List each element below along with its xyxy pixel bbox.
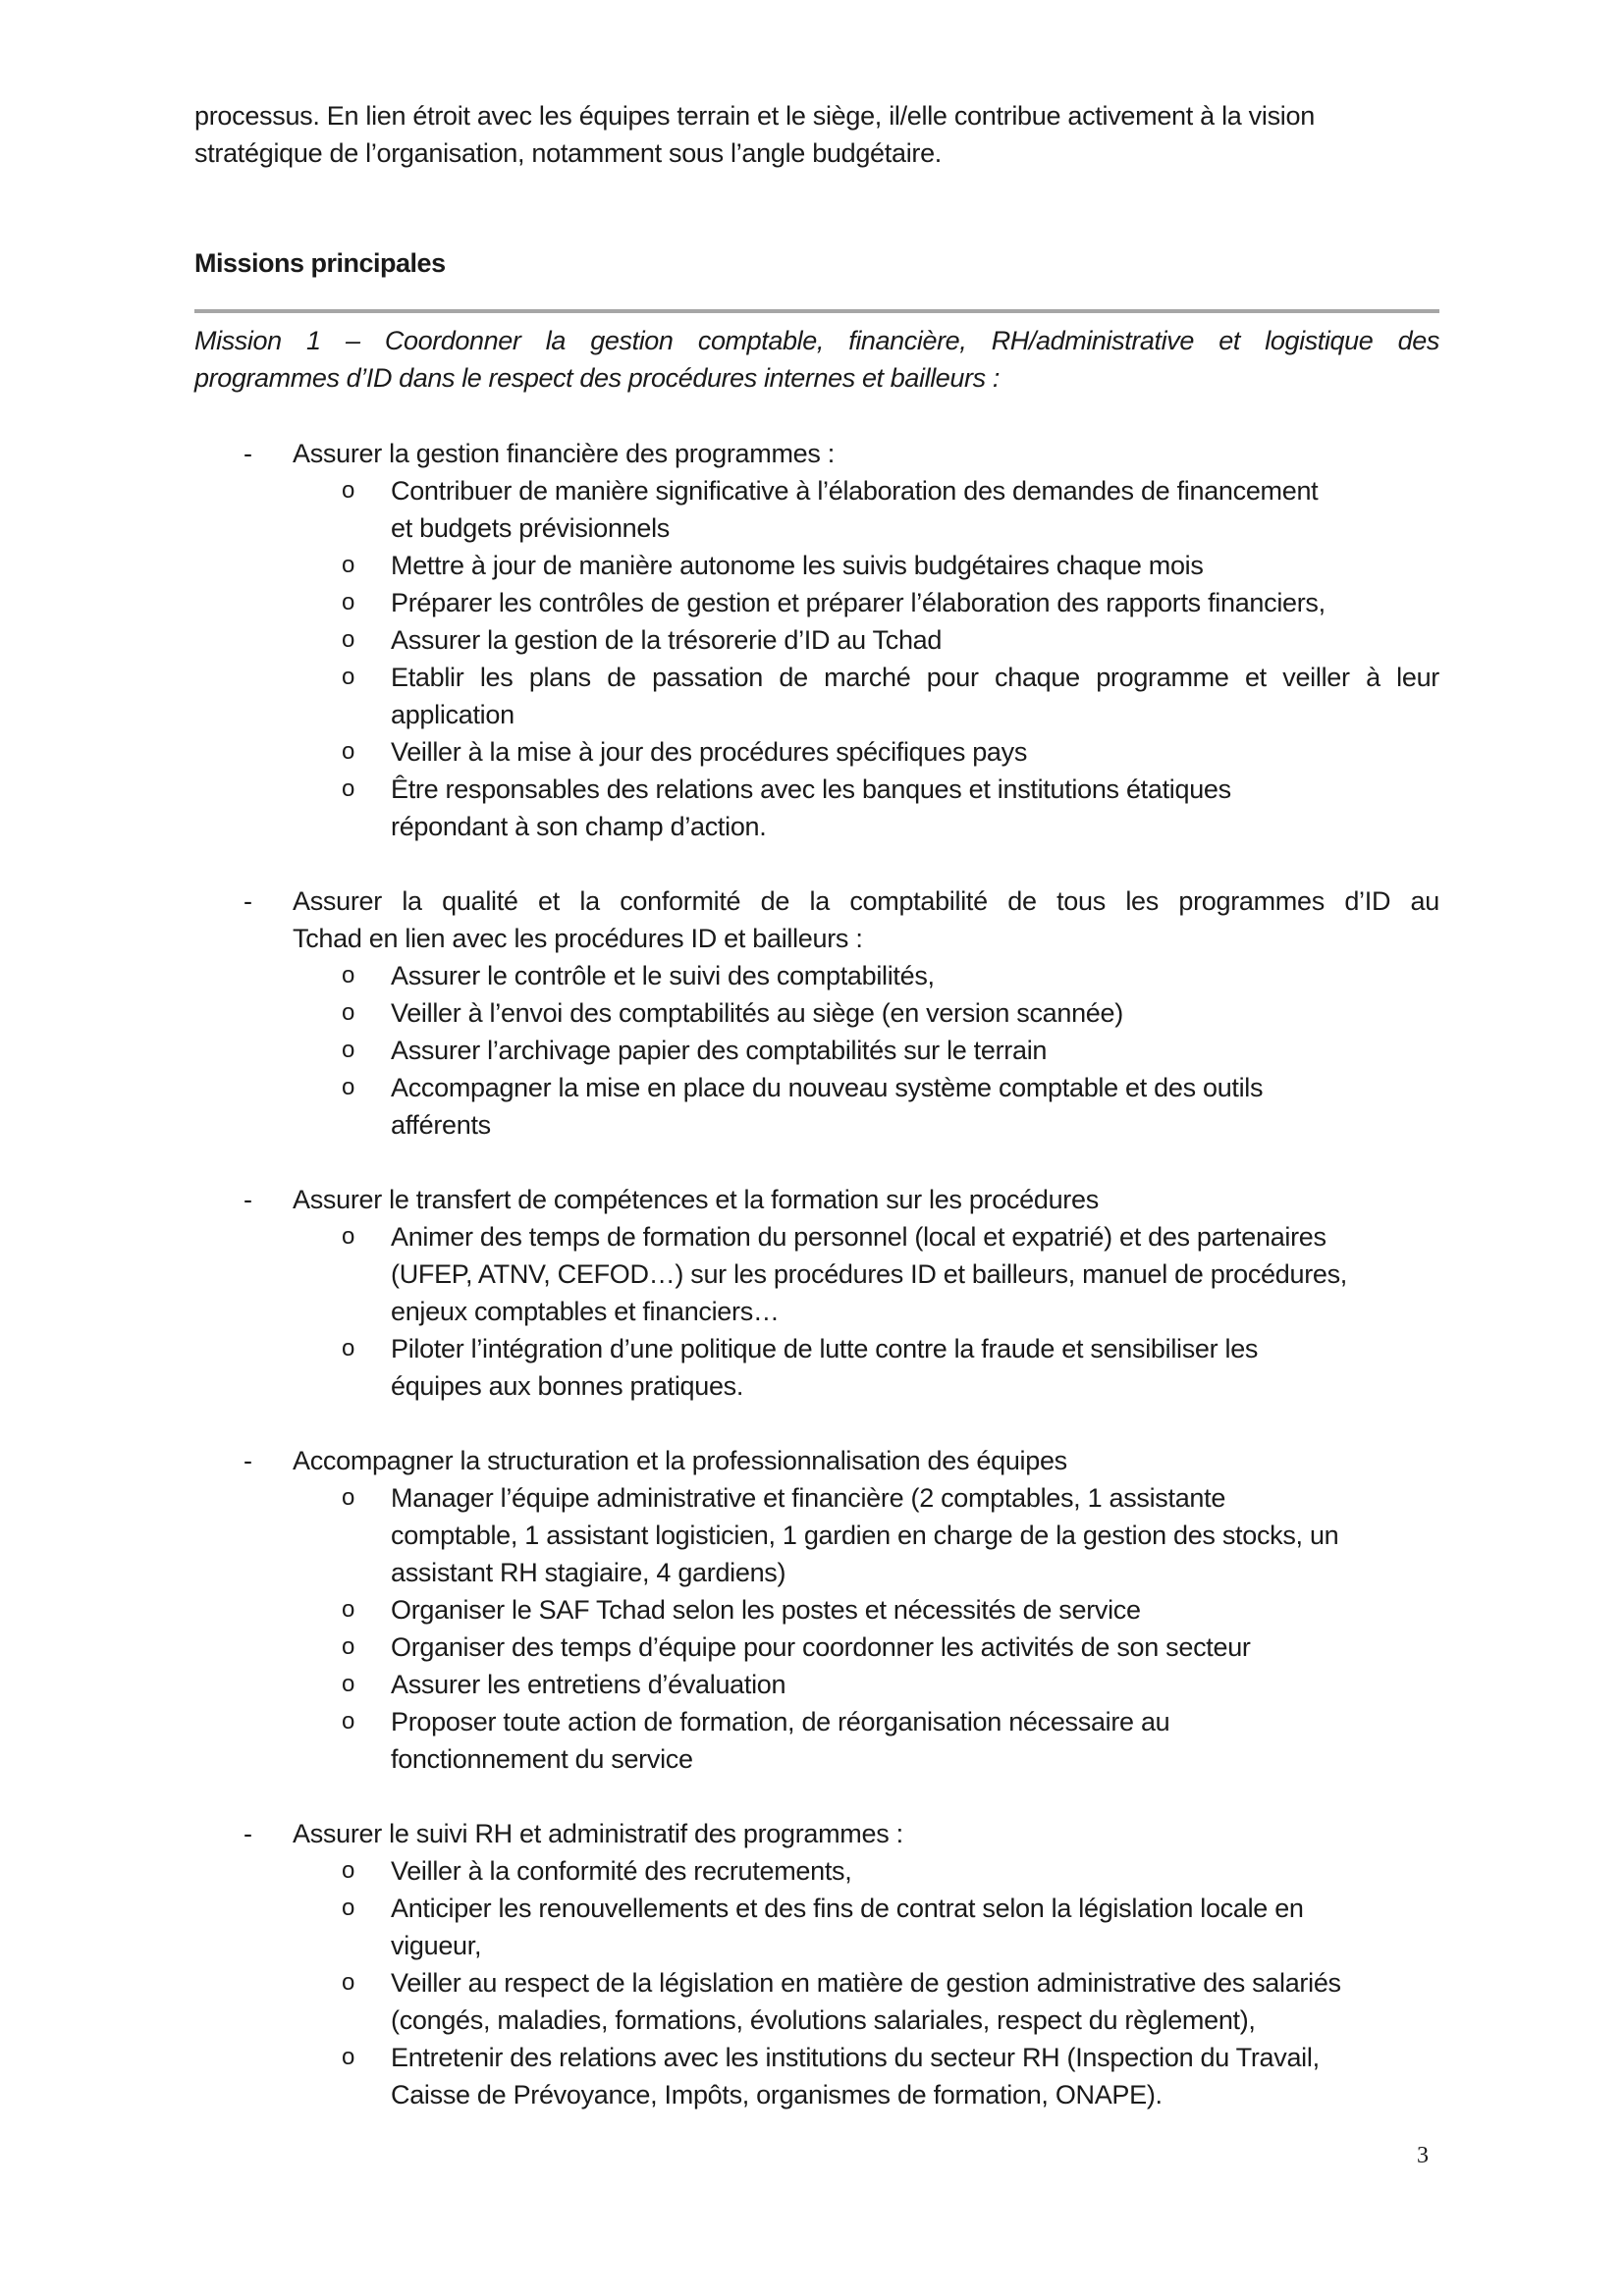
list-item: Organiser des temps d’équipe pour coordonner les activités de son secteur: [391, 1632, 1251, 1662]
list-item: Anticiper les renouvellements et des fins de contrat selon la législation locale en: [391, 1894, 1304, 1923]
list-item: Organiser le SAF Tchad selon les postes et nécessités de service: [391, 1595, 1141, 1625]
section-divider: [194, 309, 1439, 313]
group-title: Accompagner la structuration et la professionnalisation des équipes: [293, 1446, 1067, 1475]
list-item: assistant RH stagiaire, 4 gardiens): [391, 1558, 786, 1587]
circle-bullet-icon: o: [342, 1223, 355, 1250]
circle-bullet-icon: o: [342, 1074, 355, 1100]
list-item: Assurer la gestion de la trésorerie d’ID au Tchad: [391, 625, 943, 655]
list-item: Caisse de Prévoyance, Impôts, organismes de formation, ONAPE).: [391, 2080, 1163, 2109]
page-number: 3: [1417, 2143, 1429, 2168]
list-item: Contribuer de manière significative à l’élaboration des demandes de financement: [391, 476, 1319, 506]
list-item: afférents: [391, 1110, 491, 1140]
mission-title-line: programmes d’ID dans le respect des procédures internes et bailleurs :: [194, 363, 1000, 393]
list-item: Assurer l’archivage papier des comptabilités sur le terrain: [391, 1036, 1048, 1065]
circle-bullet-icon: o: [342, 1895, 355, 1921]
circle-bullet-icon: o: [342, 1969, 355, 1996]
list-item: Assurer les entretiens d’évaluation: [391, 1670, 786, 1699]
list-item: Accompagner la mise en place du nouveau système comptable et des outils: [391, 1073, 1264, 1102]
list-item: Mettre à jour de manière autonome les suivis budgétaires chaque mois: [391, 551, 1204, 580]
list-item: Proposer toute action de formation, de réorganisation nécessaire au: [391, 1707, 1170, 1736]
list-item: Préparer les contrôles de gestion et préparer l’élaboration des rapports financiers,: [391, 588, 1326, 617]
circle-bullet-icon: o: [342, 775, 355, 802]
circle-bullet-icon: o: [342, 1335, 355, 1362]
dash-bullet-icon: -: [244, 439, 252, 468]
circle-bullet-icon: o: [342, 1671, 355, 1697]
intro-line: stratégique de l’organisation, notamment sous l’angle budgétaire.: [194, 138, 942, 168]
circle-bullet-icon: o: [342, 1633, 355, 1660]
list-item: (congés, maladies, formations, évolutions salariales, respect du règlement),: [391, 2005, 1256, 2035]
list-item: et budgets prévisionnels: [391, 513, 670, 543]
section-heading: Missions principales: [194, 248, 446, 278]
circle-bullet-icon: o: [342, 664, 355, 690]
circle-bullet-icon: o: [342, 999, 355, 1026]
list-item: répondant à son champ d’action.: [391, 812, 767, 841]
dash-bullet-icon: -: [244, 1819, 252, 1848]
list-item: Veiller à l’envoi des comptabilités au siège (en version scannée): [391, 998, 1123, 1028]
circle-bullet-icon: o: [342, 1484, 355, 1511]
circle-bullet-icon: o: [342, 962, 355, 988]
circle-bullet-icon: o: [342, 1596, 355, 1623]
list-item: Être responsables des relations avec les banques et institutions étatiques: [391, 774, 1231, 804]
group-title: Assurer le transfert de compétences et la formation sur les procédures: [293, 1185, 1099, 1214]
circle-bullet-icon: o: [342, 1708, 355, 1735]
group-title: Assurer le suivi RH et administratif des programmes :: [293, 1819, 903, 1848]
list-item: Piloter l’intégration d’une politique de lutte contre la fraude et sensibiliser les: [391, 1334, 1259, 1363]
group-title: Assurer la gestion financière des programmes :: [293, 439, 835, 468]
list-item: fonctionnement du service: [391, 1744, 693, 1774]
list-item: Veiller à la conformité des recrutements,: [391, 1856, 852, 1886]
list-item: Entretenir des relations avec les institutions du secteur RH (Inspection du Travail,: [391, 2043, 1320, 2072]
group-title: Assurer la qualité et la conformité de la comptabilité de tous les programmes d’ID au: [293, 886, 1439, 916]
list-item: Assurer le contrôle et le suivi des comptabilités,: [391, 961, 935, 990]
circle-bullet-icon: o: [342, 626, 355, 653]
circle-bullet-icon: o: [342, 2044, 355, 2070]
list-item: comptable, 1 assistant logisticien, 1 gardien en charge de la gestion des stocks, un: [391, 1521, 1339, 1550]
list-item: Veiller au respect de la législation en matière de gestion administrative des salariés: [391, 1968, 1341, 1998]
list-item: vigueur,: [391, 1931, 482, 1960]
list-item: enjeux comptables et financiers…: [391, 1297, 780, 1326]
circle-bullet-icon: o: [342, 552, 355, 578]
list-item: équipes aux bonnes pratiques.: [391, 1371, 744, 1401]
dash-bullet-icon: -: [244, 1446, 252, 1475]
list-item: Animer des temps de formation du personnel (local et expatrié) et des partenaires: [391, 1222, 1326, 1252]
list-item: application: [391, 700, 514, 729]
list-item: Manager l’équipe administrative et financière (2 comptables, 1 assistante: [391, 1483, 1226, 1513]
dash-bullet-icon: -: [244, 1185, 252, 1214]
group-title: Tchad en lien avec les procédures ID et bailleurs :: [293, 924, 863, 953]
circle-bullet-icon: o: [342, 1857, 355, 1884]
mission-title-line: Mission 1 – Coordonner la gestion comptable, financière, RH/administrative et logistique des: [194, 326, 1439, 355]
circle-bullet-icon: o: [342, 477, 355, 504]
list-item: (UFEP, ATNV, CEFOD…) sur les procédures ID et bailleurs, manuel de procédures,: [391, 1259, 1348, 1289]
circle-bullet-icon: o: [342, 738, 355, 765]
circle-bullet-icon: o: [342, 1037, 355, 1063]
list-item: Etablir les plans de passation de marché pour chaque programme et veiller à leur: [391, 663, 1439, 692]
dash-bullet-icon: -: [244, 886, 252, 916]
circle-bullet-icon: o: [342, 589, 355, 615]
list-item: Veiller à la mise à jour des procédures spécifiques pays: [391, 737, 1028, 767]
intro-line: processus. En lien étroit avec les équipes terrain et le siège, il/elle contribue activement à la vision: [194, 101, 1315, 131]
